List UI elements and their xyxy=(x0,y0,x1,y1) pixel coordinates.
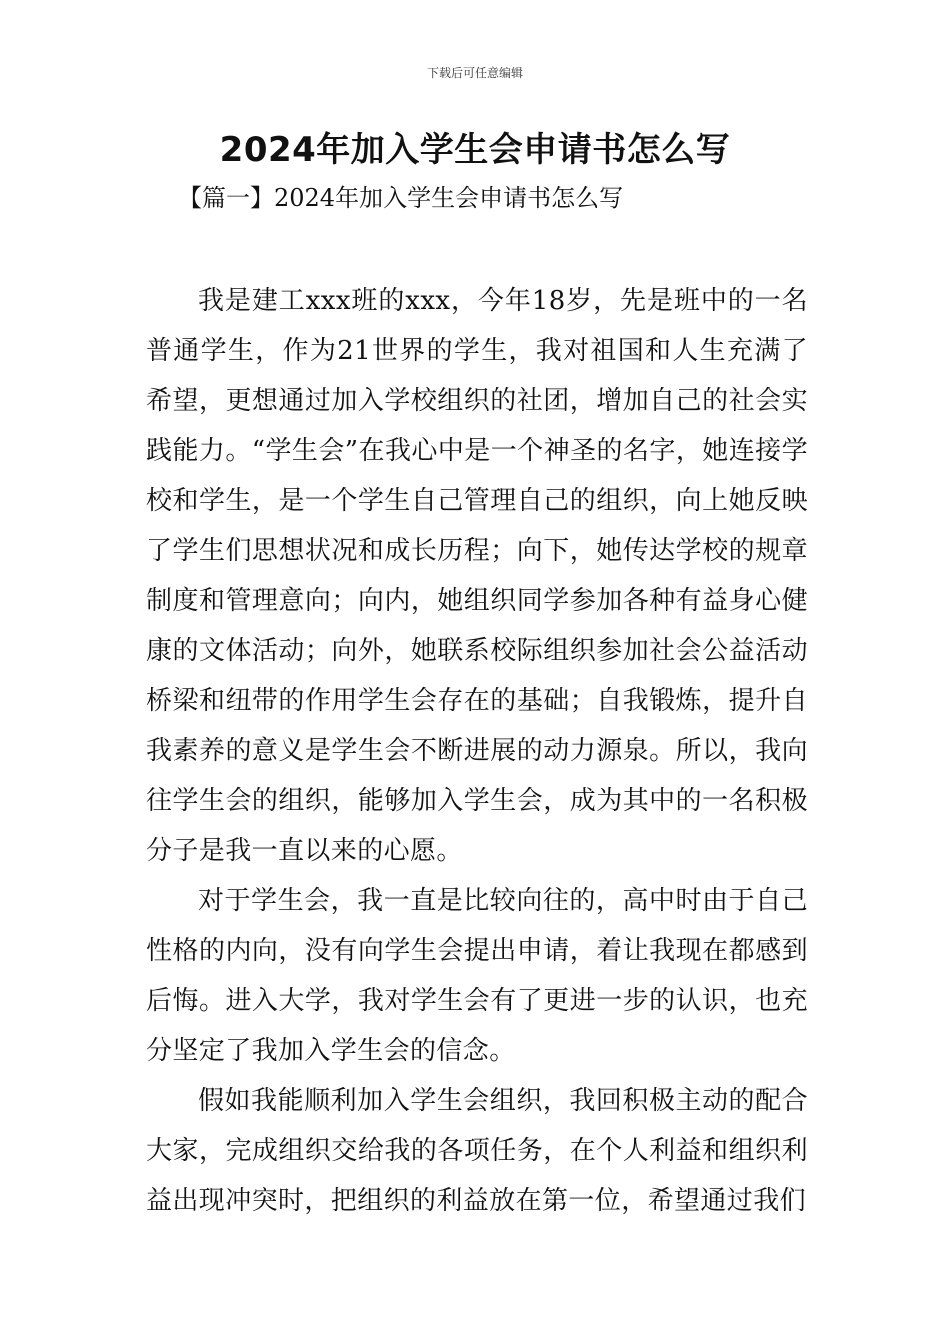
section-label: 【篇一】2024年加入学生会申请书怎么写 xyxy=(178,184,624,212)
document-title: 2024年加入学生会申请书怎么写 xyxy=(219,130,731,170)
paragraph: 我是建工xxx班的xxx，今年18岁，先是班中的一名普通学生，作为21世界的学生，我对祖国和人生充满了希望，更想通过加入学校组织的社团，增加自己的社会实践能力。“学生会”在我心中是一个神圣的名字，她连接学校和学生，是一个学生自己管理自己的组织，向上她反映了学生们思想状况和成长历程；向下，她传达学校的规章制度和管理意向；向内，她组织同学参加各种有益身心健康的文体活动；向外，她联系校际组织参加社会公益活动桥梁和纽带的作用学生会存在的基础；自我锻炼，提升自我素养的意义是学生会不断进展的动力源泉。所以，我向往学生会的组织，能够加入学生会，成为其中的一名积极分子是我一直以来的心愿。 xyxy=(146,286,808,866)
paragraph: 假如我能顺利加入学生会组织，我回积极主动的配合大家，完成组织交给我的各项任务，在个人利益和组织利益出现冲突时，把组织的利益放在第一位，希望通过我们 xyxy=(146,1086,808,1216)
paragraph: 对于学生会，我一直是比较向往的，高中时由于自己性格的内向，没有向学生会提出申请，着让我现在都感到后悔。进入大学，我对学生会有了更进一步的认识，也充分坚定了我加入学生会的信念。 xyxy=(146,886,808,1066)
header-note: 下载后可任意编辑 xyxy=(426,66,523,80)
body-text xyxy=(146,276,808,1226)
